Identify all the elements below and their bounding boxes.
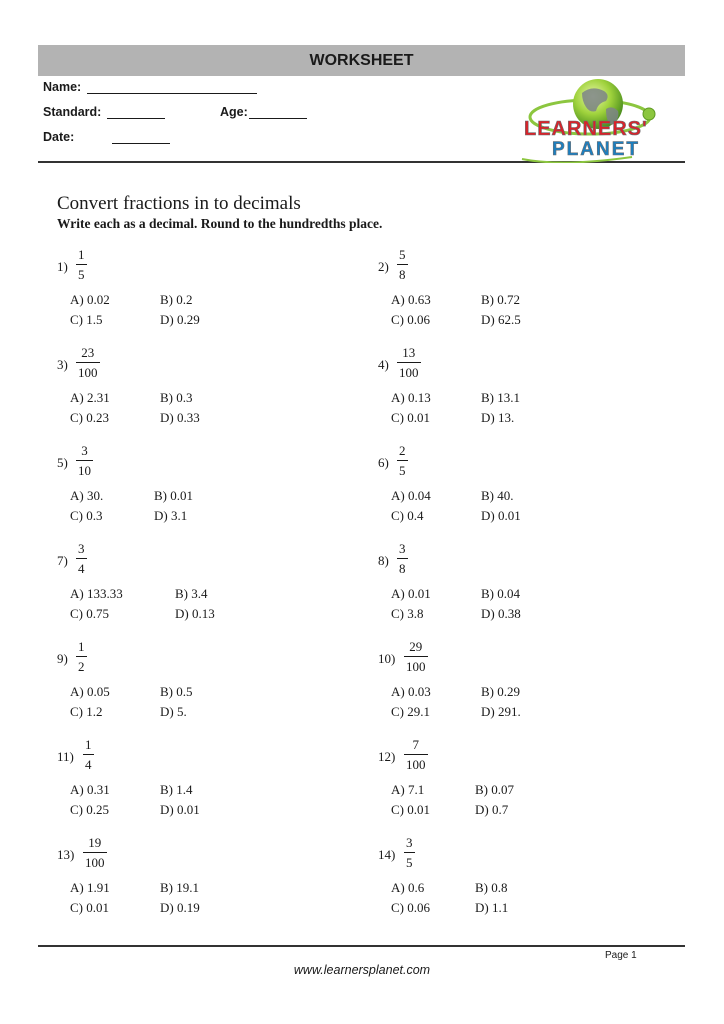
option-b[interactable]: B) 0.07: [475, 782, 514, 797]
option-c[interactable]: C) 0.23: [70, 410, 109, 425]
question-14: [378, 835, 678, 915]
option-d[interactable]: D) 291.: [481, 704, 521, 719]
fraction: [76, 541, 87, 577]
fraction-denominator: 4: [78, 561, 85, 576]
fraction-bar: [397, 264, 408, 265]
question-number: 7): [57, 553, 68, 568]
question-10: [378, 639, 678, 719]
fraction-numerator: 3: [78, 541, 85, 556]
fraction-bar: [397, 362, 421, 363]
fraction-denominator: 100: [78, 365, 98, 380]
question-7: [57, 541, 357, 621]
logo-text-learners: LEARNERS': [524, 118, 648, 140]
date-label: Date:: [43, 130, 75, 144]
name-label: Name:: [43, 80, 82, 94]
fraction-bar: [404, 754, 428, 755]
option-d[interactable]: D) 1.1: [475, 900, 509, 915]
age-label: Age:: [220, 105, 248, 119]
fraction-numerator: 1: [78, 247, 85, 262]
question-number: 3): [57, 357, 68, 372]
standard-label: Standard:: [43, 105, 102, 119]
option-b[interactable]: B) 0.29: [481, 684, 520, 699]
name-field: [43, 80, 257, 94]
fraction-denominator: 8: [399, 561, 406, 576]
learners-planet-logo: [518, 77, 684, 163]
option-c[interactable]: C) 0.4: [391, 508, 424, 523]
option-c[interactable]: C) 1.5: [70, 312, 103, 327]
option-a[interactable]: A) 0.05: [70, 684, 110, 699]
fraction-denominator: 5: [399, 463, 406, 478]
question-4: [378, 345, 678, 425]
question-number: 11): [57, 749, 74, 764]
fraction: [76, 443, 93, 479]
question-number: 4): [378, 357, 389, 372]
fraction-numerator: 23: [81, 345, 95, 360]
fraction-numerator: 1: [78, 639, 85, 654]
question-2: [378, 247, 678, 327]
fraction-numerator: 3: [399, 541, 406, 556]
fraction-bar: [76, 264, 87, 265]
option-c[interactable]: C) 0.06: [391, 900, 430, 915]
footer-divider: [38, 945, 685, 947]
option-a[interactable]: A) 0.63: [391, 292, 431, 307]
option-d[interactable]: D) 0.7: [475, 802, 509, 817]
fraction-bar: [404, 656, 428, 657]
fraction-numerator: 19: [88, 835, 102, 850]
option-c[interactable]: C) 0.3: [70, 508, 103, 523]
fraction-bar: [76, 558, 87, 559]
option-a[interactable]: A) 0.13: [391, 390, 431, 405]
fraction: [404, 835, 415, 871]
page-number: Page 1: [605, 950, 637, 961]
question-number: 13): [57, 847, 75, 862]
option-b[interactable]: B) 0.3: [160, 390, 193, 405]
standard-blank: [107, 107, 165, 119]
fraction-bar: [404, 852, 415, 853]
fraction-denominator: 5: [78, 267, 85, 282]
option-d[interactable]: D) 3.1: [154, 508, 188, 523]
fraction-bar: [83, 852, 107, 853]
option-c[interactable]: C) 0.75: [70, 606, 109, 621]
question-12: [378, 737, 678, 817]
option-a[interactable]: A) 133.33: [70, 586, 123, 601]
logo-text-planet: PLANET: [552, 139, 640, 160]
option-b[interactable]: B) 3.4: [175, 586, 208, 601]
option-b[interactable]: B) 0.04: [481, 586, 520, 601]
option-d[interactable]: D) 0.29: [160, 312, 200, 327]
fraction: [83, 737, 94, 773]
fraction-numerator: 7: [412, 737, 419, 752]
fraction-denominator: 4: [85, 757, 92, 772]
option-b[interactable]: B) 0.5: [160, 684, 193, 699]
option-d[interactable]: D) 62.5: [481, 312, 521, 327]
option-c[interactable]: C) 0.01: [391, 410, 430, 425]
option-d[interactable]: D) 0.01: [160, 802, 200, 817]
fraction: [76, 639, 87, 675]
option-b[interactable]: B) 1.4: [160, 782, 193, 797]
question-number: 10): [378, 651, 396, 666]
fraction-bar: [76, 362, 100, 363]
fraction-numerator: 13: [402, 345, 416, 360]
age-field: [220, 105, 307, 119]
fraction-numerator: 1: [85, 737, 92, 752]
worksheet-instructions: Write each as a decimal. Round to the hundredths place.: [57, 216, 383, 231]
question-number: 12): [378, 749, 396, 764]
name-blank: [87, 82, 257, 94]
option-a[interactable]: A) 0.03: [391, 684, 431, 699]
question-number: 2): [378, 259, 389, 274]
question-3: [57, 345, 357, 425]
fraction-denominator: 100: [399, 365, 419, 380]
fraction-numerator: 29: [409, 639, 423, 654]
worksheet-banner: WORKSHEET: [38, 45, 685, 76]
fraction-denominator: 100: [85, 855, 105, 870]
option-a[interactable]: A) 2.31: [70, 390, 110, 405]
age-blank: [249, 107, 307, 119]
option-b[interactable]: B) 19.1: [160, 880, 199, 895]
option-d[interactable]: D) 0.33: [160, 410, 200, 425]
option-b[interactable]: B) 13.1: [481, 390, 520, 405]
question-13: [57, 835, 357, 915]
website-url: www.learnersplanet.com: [293, 963, 431, 977]
option-c[interactable]: C) 0.06: [391, 312, 430, 327]
option-c[interactable]: C) 29.1: [391, 704, 430, 719]
fraction: [83, 835, 107, 871]
fraction-bar: [76, 656, 87, 657]
option-b[interactable]: B) 40.: [481, 488, 514, 503]
fraction-denominator: 8: [399, 267, 406, 282]
option-d[interactable]: D) 0.13: [175, 606, 215, 621]
question-number: 8): [378, 553, 389, 568]
question-number: 6): [378, 455, 389, 470]
option-d[interactable]: D) 0.01: [481, 508, 521, 523]
option-c[interactable]: C) 0.01: [391, 802, 430, 817]
question-1: [57, 247, 357, 327]
option-a[interactable]: A) 0.04: [391, 488, 431, 503]
question-6: [378, 443, 678, 523]
fraction-numerator: 3: [81, 443, 88, 458]
option-b[interactable]: B) 0.01: [154, 488, 193, 503]
fraction-denominator: 5: [406, 855, 413, 870]
fraction-bar: [397, 460, 408, 461]
standard-field: [43, 105, 165, 119]
worksheet-title: Convert fractions in to decimals: [57, 193, 301, 214]
option-d[interactable]: D) 0.38: [481, 606, 521, 621]
option-c[interactable]: C) 0.25: [70, 802, 109, 817]
question-11: [57, 737, 357, 817]
option-b[interactable]: B) 0.72: [481, 292, 520, 307]
fraction-bar: [397, 558, 408, 559]
fraction: [397, 345, 421, 381]
fraction-denominator: 10: [78, 463, 91, 478]
option-b[interactable]: B) 0.8: [475, 880, 508, 895]
option-a[interactable]: A) 30.: [70, 488, 104, 503]
option-c[interactable]: C) 3.8: [391, 606, 424, 621]
fraction-numerator: 5: [399, 247, 406, 262]
fraction-denominator: 100: [406, 757, 426, 772]
option-c[interactable]: C) 1.2: [70, 704, 103, 719]
fraction: [397, 541, 408, 577]
option-d[interactable]: D) 0.19: [160, 900, 200, 915]
option-d[interactable]: D) 5.: [160, 704, 187, 719]
question-8: [378, 541, 678, 621]
fraction: [76, 247, 87, 283]
fraction-bar: [83, 754, 94, 755]
option-a[interactable]: A) 0.02: [70, 292, 110, 307]
date-blank: [112, 132, 170, 144]
fraction: [404, 639, 428, 675]
question-5: [57, 443, 357, 523]
fraction-denominator: 100: [406, 659, 426, 674]
question-number: 9): [57, 651, 68, 666]
option-d[interactable]: D) 13.: [481, 410, 515, 425]
question-number: 1): [57, 259, 68, 274]
option-a[interactable]: A) 0.6: [391, 880, 425, 895]
fraction: [397, 443, 408, 479]
fraction-numerator: 3: [406, 835, 413, 850]
option-a[interactable]: A) 0.01: [391, 586, 431, 601]
option-a[interactable]: A) 1.91: [70, 880, 110, 895]
option-a[interactable]: A) 7.1: [391, 782, 425, 797]
option-a[interactable]: A) 0.31: [70, 782, 110, 797]
fraction-denominator: 2: [78, 659, 85, 674]
fraction: [397, 247, 408, 283]
fraction: [404, 737, 428, 773]
fraction-numerator: 2: [399, 443, 406, 458]
question-number: 14): [378, 847, 396, 862]
option-b[interactable]: B) 0.2: [160, 292, 193, 307]
fraction-bar: [76, 460, 93, 461]
option-c[interactable]: C) 0.01: [70, 900, 109, 915]
question-number: 5): [57, 455, 68, 470]
fraction: [76, 345, 100, 381]
date-field: [43, 130, 170, 144]
question-9: [57, 639, 357, 719]
